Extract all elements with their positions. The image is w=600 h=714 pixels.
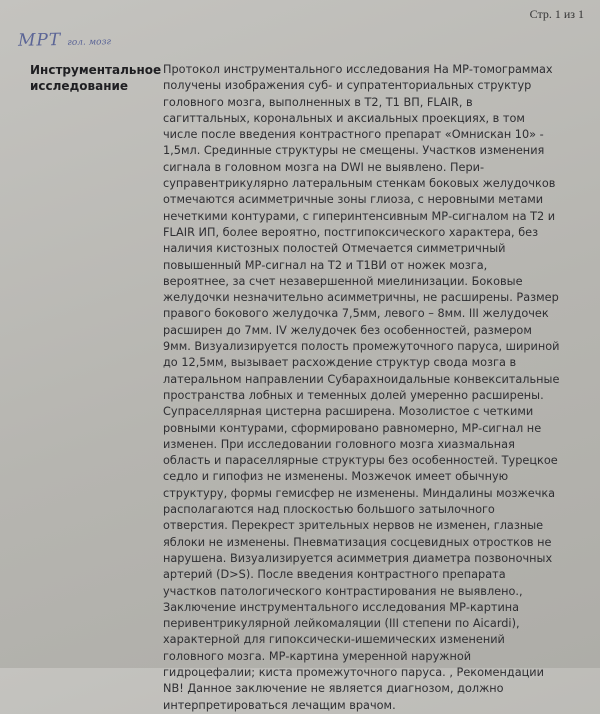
body-line: отверстия. Перекрест зрительных нервов не изменен, глазные xyxy=(163,519,544,533)
body-line: Супраселлярная цистерна расширена. Мозолистое с четкими xyxy=(163,405,534,419)
page-number: Стр. 1 из 1 xyxy=(529,7,584,21)
body-line: яблоки не изменены. Пневматизация сосцевидных отростков не xyxy=(163,535,552,549)
body-line: характерной для гипоксически-ишемических изменений xyxy=(163,633,505,647)
handwritten-note-small: гол. мозг xyxy=(67,37,112,48)
body-line: желудочки незначительно асимметричны, не расширены. Размер xyxy=(163,291,559,305)
body-line: гидроцефалии; киста промежуточного паруса. , Рекомендации xyxy=(163,665,544,679)
body-line: расширен до 7мм. IV желудочек без особенностей, размером xyxy=(163,323,532,337)
body-line: получены изображения суб- и супратенториальных структур xyxy=(163,79,532,93)
body-line: вероятнее, за счет незавершенной миелинизации. Боковые xyxy=(163,274,523,288)
body-line: наличия кистозных полостей Отмечается симметричный xyxy=(163,242,506,256)
handwritten-note-main: МРТ xyxy=(17,30,62,51)
body-line: нечеткими контурами, с гиперинтенсивным МР-сигналом на Т2 и xyxy=(163,209,556,223)
body-line: артерий (D>S). После введения контрастного препарата xyxy=(163,568,506,582)
section-label-line: исследование xyxy=(30,79,129,93)
body-line: числе после введения контрастного препарат «Омнискан 10» - xyxy=(163,128,544,142)
body-line: пространства лобных и теменных долей умеренно расширены. xyxy=(163,388,544,402)
body-line: сигнала в головном мозга на DWI не выявлено. Пери- xyxy=(163,160,485,174)
section-label xyxy=(30,62,163,714)
body-line: NB! Данное заключение не является диагнозом, должно xyxy=(163,682,504,696)
body-line: повышенный МР-сигнал на Т2 и Т1ВИ от ножек мозга, xyxy=(163,258,488,272)
body-line: изменен. При исследовании головного мозга хиазмальная xyxy=(163,437,515,451)
instrumental-study-section xyxy=(30,62,586,714)
body-line: интерпретироваться лечащим врачом. xyxy=(163,698,396,712)
body-line: нарушена. Визуализируется асимметрия диаметра позвоночных xyxy=(163,551,553,565)
body-line: 9мм. Визуализируется полость промежуточного паруса, шириной xyxy=(163,340,560,354)
body-line: суправентрикулярно латеральным стенкам боковых желудочков xyxy=(163,177,556,191)
body-line: FLAIR ИП, более вероятно, постгипоксического характера, без xyxy=(163,225,539,239)
body-line: сагиттальных, корональных и аксиальных проекциях, в том xyxy=(163,111,525,125)
body-line: ровными контурами, сформировано равномерно, МР-сигнал не xyxy=(163,421,542,435)
body-line: латеральном направлении Субарахноидальные конвекситальные xyxy=(163,372,560,386)
body-line: 1,5мл. Срединные структуры не смещены. Участков изменения xyxy=(163,144,545,158)
body-line: перивентрикулярной лейкомаляции (III степени по Aicardi), xyxy=(163,617,520,631)
body-line: головного мозга, выполненных в Т2, Т1 ВП, FLAIR, в xyxy=(163,95,473,109)
body-line: структуру, формы гемисфер не изменены. Миндалины мозжечка xyxy=(163,486,556,500)
body-line: правого бокового желудочка 7,5мм, левого – 8мм. III желудочек xyxy=(163,307,549,321)
body-line: до 12,5мм, вызывает расхождение структур свода мозга в xyxy=(163,356,517,370)
handwritten-note xyxy=(18,29,111,51)
body-line: Протокол инструментального исследования На МР-томограммах xyxy=(163,63,553,76)
section-body xyxy=(163,62,586,714)
section-label-line: Инструментальное xyxy=(30,63,162,77)
body-line: седло и гипофиз не изменены. Мозжечок имеет обычную xyxy=(163,470,509,484)
body-line: Заключение инструментального исследования МР-картина xyxy=(163,600,520,614)
body-line: головного мозга. МР-картина умеренной наружной xyxy=(163,649,472,663)
body-line: участков патологического контрастирования не выявлено., xyxy=(163,584,523,598)
body-line: область и параселлярные структуры без особенностей. Турецкое xyxy=(163,454,558,468)
body-line: располагаются над плоскостью большого затылочного xyxy=(163,503,495,517)
body-line: отмечаются асимметричные зоны глиоза, с неровными метами xyxy=(163,193,544,207)
